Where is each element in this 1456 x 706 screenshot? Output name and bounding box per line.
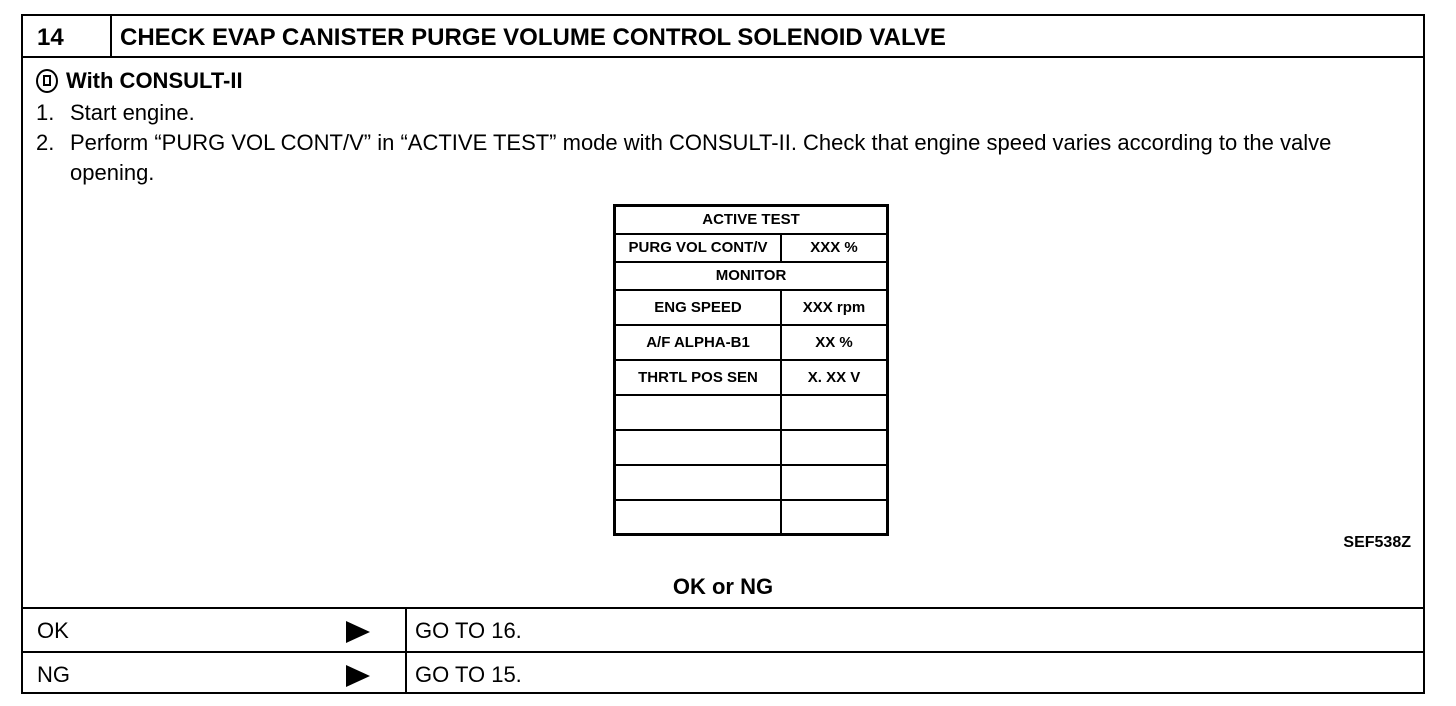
consult-section [36,68,243,94]
empty-cell [781,465,888,500]
arrow-right-icon [346,665,370,687]
empty-cell [615,430,782,465]
outcome-label: NG [37,662,70,687]
outcome-row [23,651,1423,694]
empty-cell [615,395,782,430]
monitor-value: X. XX V [781,360,888,395]
outcome-label: OK [37,618,69,643]
monitor-item: A/F ALPHA-B1 [615,325,782,360]
outcome-result: GO TO 15. [405,653,522,694]
monitor-value: XXX rpm [781,290,888,325]
empty-cell [781,500,888,535]
active-test-screen [613,204,889,536]
test-item-value: XXX % [781,234,888,262]
monitor-title: MONITOR [615,262,888,290]
procedure-frame [21,14,1425,694]
active-test-title: ACTIVE TEST [615,206,888,234]
empty-cell [781,430,888,465]
step-number: 14 [23,16,112,58]
test-item-label: PURG VOL CONT/V [615,234,782,262]
step-list [36,98,1406,188]
empty-cell [615,465,782,500]
step-text: Start engine. [70,100,195,125]
step-index: 1. [36,100,55,125]
empty-cell [615,500,782,535]
consult-tool-icon [36,69,58,93]
step-title: CHECK EVAP CANISTER PURGE VOLUME CONTROL SOLENOID VALVE [112,16,1423,58]
list-item [36,128,1406,188]
empty-cell [781,395,888,430]
monitor-item: ENG SPEED [615,290,782,325]
monitor-item: THRTL POS SEN [615,360,782,395]
consult-label: With CONSULT-II [66,68,243,93]
outcome-result: GO TO 16. [405,609,522,651]
step-text: Perform “PURG VOL CONT/V” in “ACTIVE TEST” mode with CONSULT-II. Check that engine speed varies according to the valve opening. [70,130,1332,185]
outcome-row [23,607,1423,651]
figure-id: SEF538Z [1343,534,1411,551]
step-index: 2. [36,130,55,155]
list-item [36,98,1406,128]
decision-question: OK or NG [672,574,774,599]
arrow-right-icon [346,621,370,643]
monitor-value: XX % [781,325,888,360]
